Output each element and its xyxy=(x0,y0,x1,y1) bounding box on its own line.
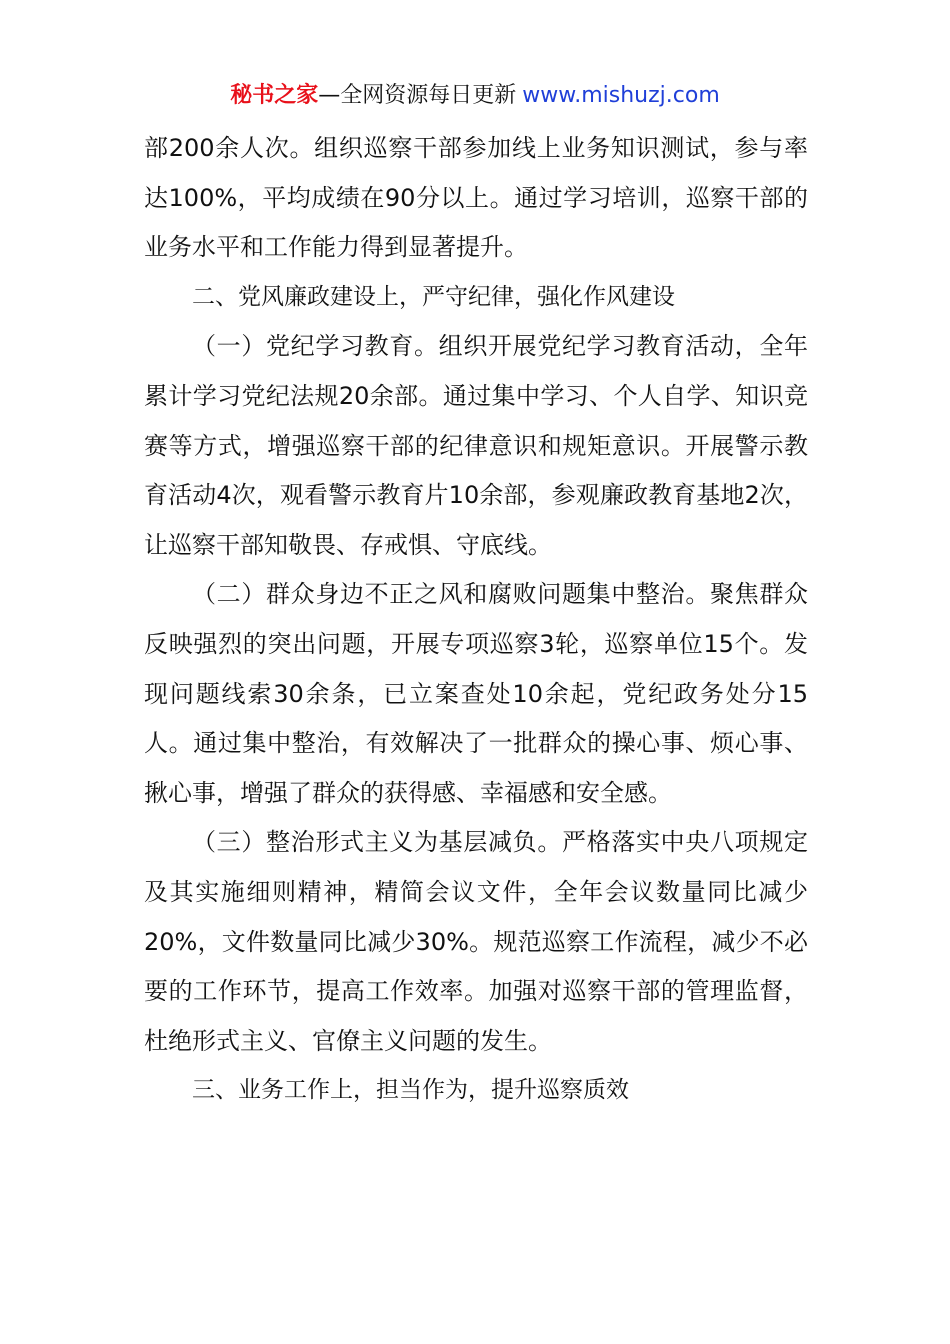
section-heading-3: 三、业务工作上，担当作为，提升巡察质效 xyxy=(192,1077,629,1104)
paragraph-continuation: 部200余人次。组织巡察干部参加线上业务知识测试，参与率达100%，平均成绩在90分以上。通过学习培训，巡察干部的业务水平和工作能力得到显著提升。 xyxy=(144,134,808,262)
document-body xyxy=(144,124,808,1116)
paragraph-burden-reduction: （三）整治形式主义为基层减负。严格落实中央八项规定及其实施细则精神，精简会议文件，全年会议数量同比减少20%，文件数量同比减少30%。规范巡察工作流程，减少不必要的工作环节，提高工作效率。加强对巡察干部的管理监督，杜绝形式主义、官僚主义问题的发生。 xyxy=(144,828,808,1055)
brand-name: 秘书之家 xyxy=(230,83,319,108)
paragraph-rectification: （二）群众身边不正之风和腐败问题集中整治。聚焦群众反映强烈的突出问题，开展专项巡察3轮，巡察单位15个。发现问题线索30余条，已立案查处10余起，党纪政务处分15人。通过集中整治，有效解决了一批群众的操心事、烦心事、揪心事，增强了群众的获得感、幸福感和安全感。 xyxy=(144,580,808,807)
section-heading-2: 二、党风廉政建设上，严守纪律，强化作风建设 xyxy=(192,283,675,310)
page-header xyxy=(0,80,950,112)
header-slogan: —全网资源每日更新 xyxy=(318,83,517,108)
website-link[interactable]: www.mishuzj.com xyxy=(522,83,720,108)
paragraph-discipline-education: （一）党纪学习教育。组织开展党纪学习教育活动，全年累计学习党纪法规20余部。通过集中学习、个人自学、知识竞赛等方式，增强巡察干部的纪律意识和规矩意识。开展警示教育活动4次，观看警示教育片10余部，参观廉政教育基地2次，让巡察干部知敬畏、存戒惧、守底线。 xyxy=(144,332,808,559)
